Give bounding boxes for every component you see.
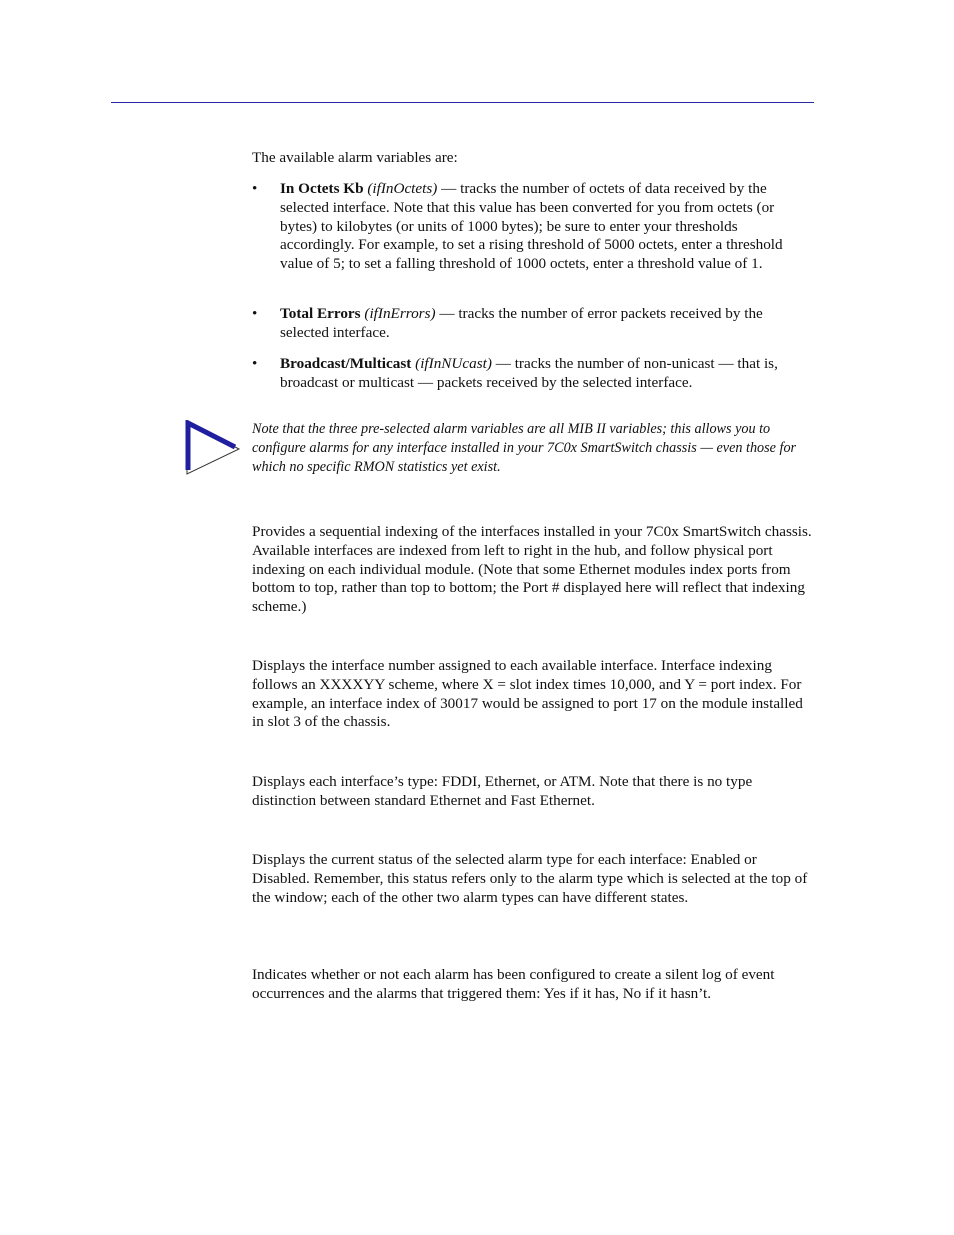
paragraph-log: Indicates whether or not each alarm has been configured to create a silent log of event occurrences and the alarms that triggered them: Yes if it has, No if it hasn’t. xyxy=(252,966,775,1002)
bullet-marker: • xyxy=(252,305,258,322)
header-rule xyxy=(111,102,814,103)
variable-name: In Octets Kb xyxy=(280,180,364,197)
variable-description: — tracks the number of octets of data received by the selected interface. Note that this value has been converted for you from octets (or bytes) to kilobytes (or units of 1000 bytes); be sure to enter your thresholds accordingly. For example, to set a rising threshold of 5000 octets, enter a threshold value of 5; to set a falling threshold of 1000 octets, enter a threshold value of 1. xyxy=(280,180,783,273)
bullet-marker: • xyxy=(252,355,258,372)
mib-object: (ifInOctets) xyxy=(367,180,438,197)
note-triangle-icon xyxy=(185,420,241,476)
paragraph-interface-number: Displays the interface number assigned to each available interface. Interface indexing follows an XXXXYY scheme, where X = slot index times 10,000, and Y = port index. For example, an interface index of 30017 would be assigned to port 17 on the module installed in slot 3 of the chassis. xyxy=(252,657,803,731)
bullet-body xyxy=(280,355,814,393)
variable-description: — tracks the number of error packets received by the selected interface. xyxy=(280,305,763,341)
paragraph-alarm-status: Displays the current status of the selected alarm type for each interface: Enabled or Disabled. Remember, this status refers only to the alarm type which is selected at the top of the window; each of the other two alarm types can have different states. xyxy=(252,851,808,906)
intro-text: The available alarm variables are: xyxy=(252,149,458,166)
bullet-body xyxy=(280,305,814,343)
variable-name: Total Errors xyxy=(280,305,361,322)
note-text: Note that the three pre-selected alarm variables are all MIB II variables; this allows you to configure alarms for any interface installed in your 7C0x SmartSwitch chassis — even those for which no specific RMON statistics yet exist. xyxy=(252,421,797,475)
bullet-body xyxy=(280,180,814,274)
mib-object: (ifInNUcast) xyxy=(415,355,492,372)
variable-description: — tracks the number of non-unicast — that is, broadcast or multicast — packets received by the selected interface. xyxy=(280,355,778,391)
paragraph-port-index: Provides a sequential indexing of the interfaces installed in your 7C0x SmartSwitch chassis. Available interfaces are indexed from left to right in the hub, and follow physical port indexing on each individual module. (Note that some Ethernet modules index ports from bottom to top, rather than top to bottom; the Port # displayed here will reflect that indexing scheme.) xyxy=(252,523,812,616)
bullet-marker: • xyxy=(252,180,258,197)
variable-name: Broadcast/Multicast xyxy=(280,355,412,372)
mib-object: (ifInErrors) xyxy=(364,305,436,322)
paragraph-interface-type: Displays each interface’s type: FDDI, Ethernet, or ATM. Note that there is no type distinction between standard Ethernet and Fast Ethernet. xyxy=(252,773,753,809)
